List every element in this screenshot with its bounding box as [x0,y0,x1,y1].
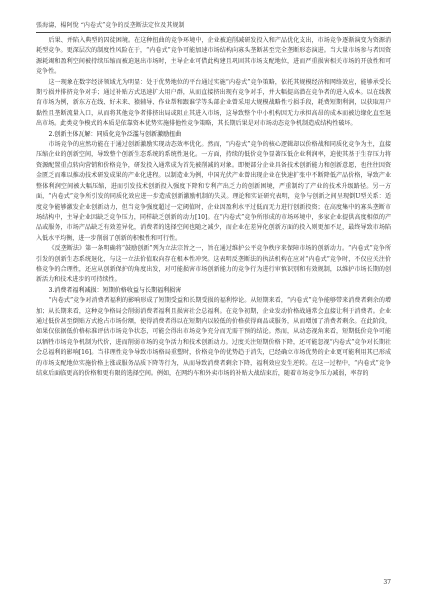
header-rule [36,32,391,33]
article-body [36,36,391,574]
paragraph-4: 《反垄断法》第一条明确将“鼓励创新”列为立法宗旨之一，旨在通过维护公平竞争秩序来保障市场的创新动力。“内卷式”竞争所引发的创新生态系统退化，与这一立法价值取向存在根本性冲突。这表明反垄断法的执法机构在应对“内卷式”竞争时，不仅应关注价格竞争的合理性，还应从创新保护的角度出发，对可能损害市场创新能力的竞争行为进行审慎识别和有效规制，以维护市场长期的创新活力和技术进步的可持续性。 [36,245,391,284]
paragraph-5: “内卷式”竞争对消费者福利的影响形成了短期受益和长期受损的福利悖论。从短期来看，“内卷式”竞争能够带来消费者剩余的增加；从长期来看，这种竞争格局会削弱消费者福利且损害社会总福利。在竞争初期，企业发动价格战通常会直接让利于消费者。企业通过低价甚至倒贴方式抢占市场份额，使得消费者得以在短期内以较低的价格获得商品或服务，从而增加了消费者剩余。在此阶段，如果仅依据低价格标准评估市场竞争状态，可能会得出市场竞争充分而无需干预的结论。然而，从动态视角来看，短期低价竞争可能以牺牲市场竞争机制为代价，进而削弱市场的竞争活力和技术创新动力。过度关注短期价格下降，还可能忽视“内卷式”竞争对长期社会总福利的影响[16]。当非理性竞争导致市场格局重塑时，价格竞争的优势趋于消失，已经确立市场优势的企业更可能利用其已形成的市场支配地位实施价格上涨或服务品质下降等行为，从而导致消费者剩余下降，福利效应发生逆转。在这一过程中，“内卷式”竞争结束后面临更高的价格和更有限的选择空间。例如，在网约车和外卖市场的补贴大战结束后，随着市场竞争压力减弱，率存的 [36,297,391,377]
page-number: 37 [383,579,391,586]
section-heading-2: 2.创新主体瓦解：同质化竞争泛滥与创新激励扭曲 [48,130,182,138]
paragraph-3: 市场竞争的应然功能在于通过创新激励实现动态效率优化。然而，“内卷式”竞争的核心逻辑却以价格战和同质化竞争为主，直接压缩企业的创新空间，导致整个创新生态系统的系统性退化。一方面，持续的低价竞争显著压低企业利润率，迫使其基于生存压力将资源配置重点转向营销和价格竞争，研发投入通常成为首先被削减的对象。即便部分企业具备技术创新能力和创新意愿，也往往因资金匮乏而难以推动技术研发成果的产业化进程。以制造业为例，中国光伏产业曾出现企业在快速扩张中不断降低产品价格，导致产业整体利润空间被大幅压缩，进而引发技术创新投入强度下降和专利产出乏力的创新困境，严重制约了产业的技术升级路径。另一方面，“内卷式”竞争所引发的同质化效应进一步造成创新激励机制的失灵。理论和实证研究表明，竞争与创新之间呈现倒U型关系：适度竞争能够激发企业创新动力，但当竞争强度超过一定阈值时，企业因盈利水平过低而无力进行创新投资；在高度集中的寡头垄断市场结构中，主导企业因缺乏竞争压力，同样缺乏创新的动力[10]。在“内卷式”竞争所形成的市场环境中，多家企业提供高度相似的产品或服务，市场产品缺乏有效差异化，消费者的选择空间也随之减少，而企业在差异化创新方面的投入则更加不足，最终导致市场陷入低水平均衡，进一步削弱了创新的积极性和可行性。 [36,141,391,242]
section-heading-3: 3.消费者福利减损：短期价格收益与长期福利损害 [48,286,182,294]
running-head: 張海濤，楊阿悅 “内卷式”竞争的反垄断法定位及其规制 [36,22,185,29]
paragraph-2: 这一现象在数字经济领域尤为明显：处于优势地位的平台通过实施“内卷式”竞争策略，依托其规模经济和网络效应，能够承受长期亏损并排挤竞争对手；通过补贴方式迅速扩大用户群，从而直接挤出现有竞争对手，并大幅提高潜在竞争者的进入成本。以在线教育市场为例，新东方在线、好未来、猿辅导、作业帮和跟谁学等头部企业曾采用大规模战略性亏损手段，耗费短期利润，以获取用户黏性且垄断流量入口，从而将其他竞争者排挤出局或阻止其进入市场，这导致整个中小机构因无力承担高昂的成本而被边缘化直至退出市场。此类竞争模式的本质是依靠资本优势实施排他性竞争策略，其长期后果是对市场动态竞争机制造成结构性破坏。 [36,78,391,128]
paragraph-1: 后果、并陷入典型的囚徒困境。在这种扭曲的竞争环境中，企业被迫削减研发投入和产品优化支出，市场竞争逐渐演变为资源消耗型竞争。更深层次的制度性风险在于，“内卷式”竞争可能加速市场结构向寡头垄断甚至完全垄断形态演进。当大量市场参与者因资源耗竭和盈利空间被持续压缩而被迫退出市场时，主导企业可借此构建且巩固其市场支配地位，进而严重损害相关市场的开放性和可竞争性。 [36,37,391,76]
